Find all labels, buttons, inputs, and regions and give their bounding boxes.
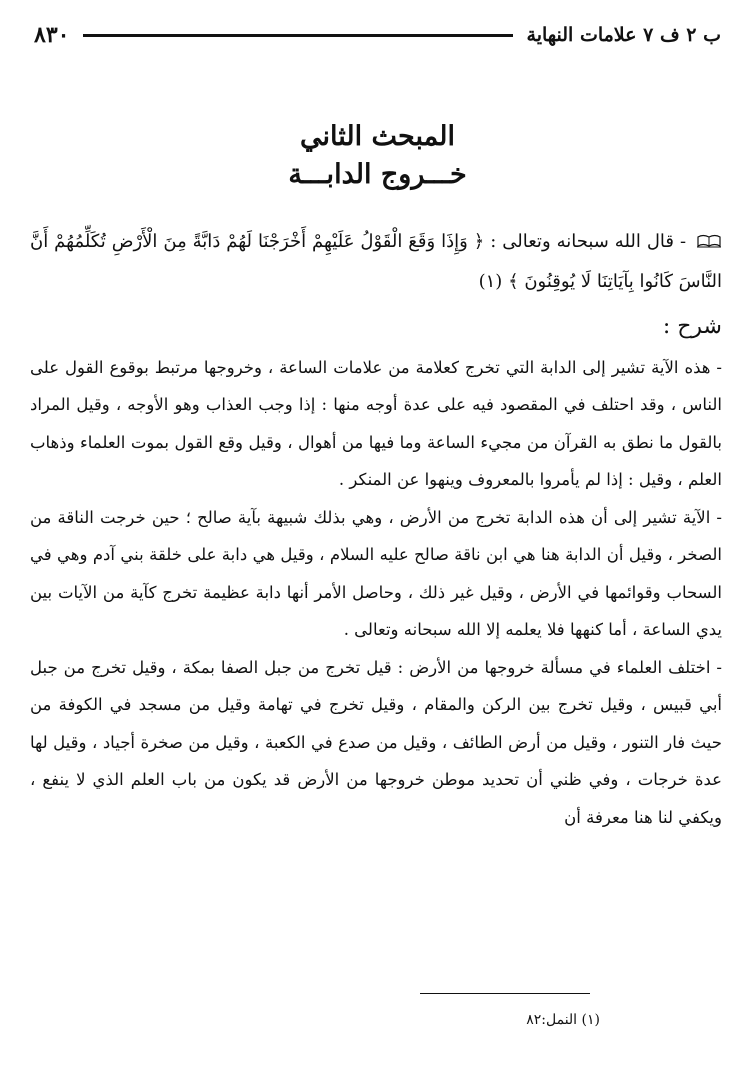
verse-intro: - قال الله سبحانه وتعالى : (490, 231, 687, 252)
paragraph-1: - هذه الآية تشير إلى الدابة التي تخرج كعلامة من علامات الساعة ، وخروجها مرتبط بوقوع القول على الناس ، وقد احتلف في المقصود فيه على عدة أوجه منها : إذا وجب العذاب وهو الأوجه ، وقيل المراد بالقول ما نطق به القرآن من مجيء الساعة وما فيها من أهوال ، وقيل وقع القول بموت العلماء وذهاب العلم ، وقيل : إذا لم يأمروا بالمعروف وينهوا عن المنكر . (30, 357, 722, 489)
verse-text: ﴿ وَإِذَا وَقَعَ الْقَوْلُ عَلَيْهِمْ أَخْرَجْنَا لَهُمْ دَابَّةً مِنَ الْأَرْضِ تُكَلِّمُهُمْ أَنَّ النَّاسَ كَانُوا بِآيَاتِنَا لَا يُوقِنُونَ ﴾ (30, 231, 722, 292)
running-title: ب ٢ ف ٧ علامات النهاية (526, 24, 721, 46)
open-book-icon (696, 223, 722, 262)
quran-verse (30, 222, 722, 301)
running-header (34, 18, 721, 52)
footnote-rule (420, 993, 590, 994)
header-rule (83, 34, 512, 37)
verse-footnote-ref: (١) (478, 270, 503, 292)
paragraph-2: - الآية تشير إلى أن هذه الدابة تخرج من الأرض ، وهي بذلك شبيهة بآية صالح ؛ حين خرجت الناقة من الصخر ، وقيل أن الدابة هنا هي ابن ناقة صالح عليه السلام ، وقيل هي دابة على خلقة بني آدم وهي في السحاب وقوائمها في الأرض ، وقيل غير ذلك ، وحاصل الأمر أنها دابة عظيمة تخرج كآية من الآيات بين يدي الساعة ، أما كنهها فلا يعلمه إلا الله سبحانه وتعالى . (30, 507, 722, 639)
paragraph-3: - اختلف العلماء في مسألة خروجها من الأرض : قيل تخرج من جبل الصفا بمكة ، وقيل تخرج من جبل أبي قبيس ، وقيل تخرج بين الركن والمقام ، وقيل تخرج في تهامة وقيل من مسجد في الكوفة من حيث فار التنور ، وقيل من أرض الطائف ، وقيل من صدع في الكعبة ، وقيل من صخرة أجياد ، وقيل لها عدة خرجات ، وفي ظني أن تحديد موطن خروجها من الأرض قد يكون من باب العلم الذي لا ينفع ، ويكفي لنا هنا معرفة أن (30, 657, 722, 827)
section-headings (0, 118, 755, 194)
footnote: (١) النمل:٨٢ (526, 1012, 600, 1028)
body-text (30, 222, 722, 836)
sharh-label: شرح : (662, 313, 722, 339)
section-heading: المبحث الثاني (300, 121, 455, 152)
section-subheading: خـــروج الدابـــة (288, 159, 467, 190)
page-number: ٨٣٠ (34, 22, 70, 48)
